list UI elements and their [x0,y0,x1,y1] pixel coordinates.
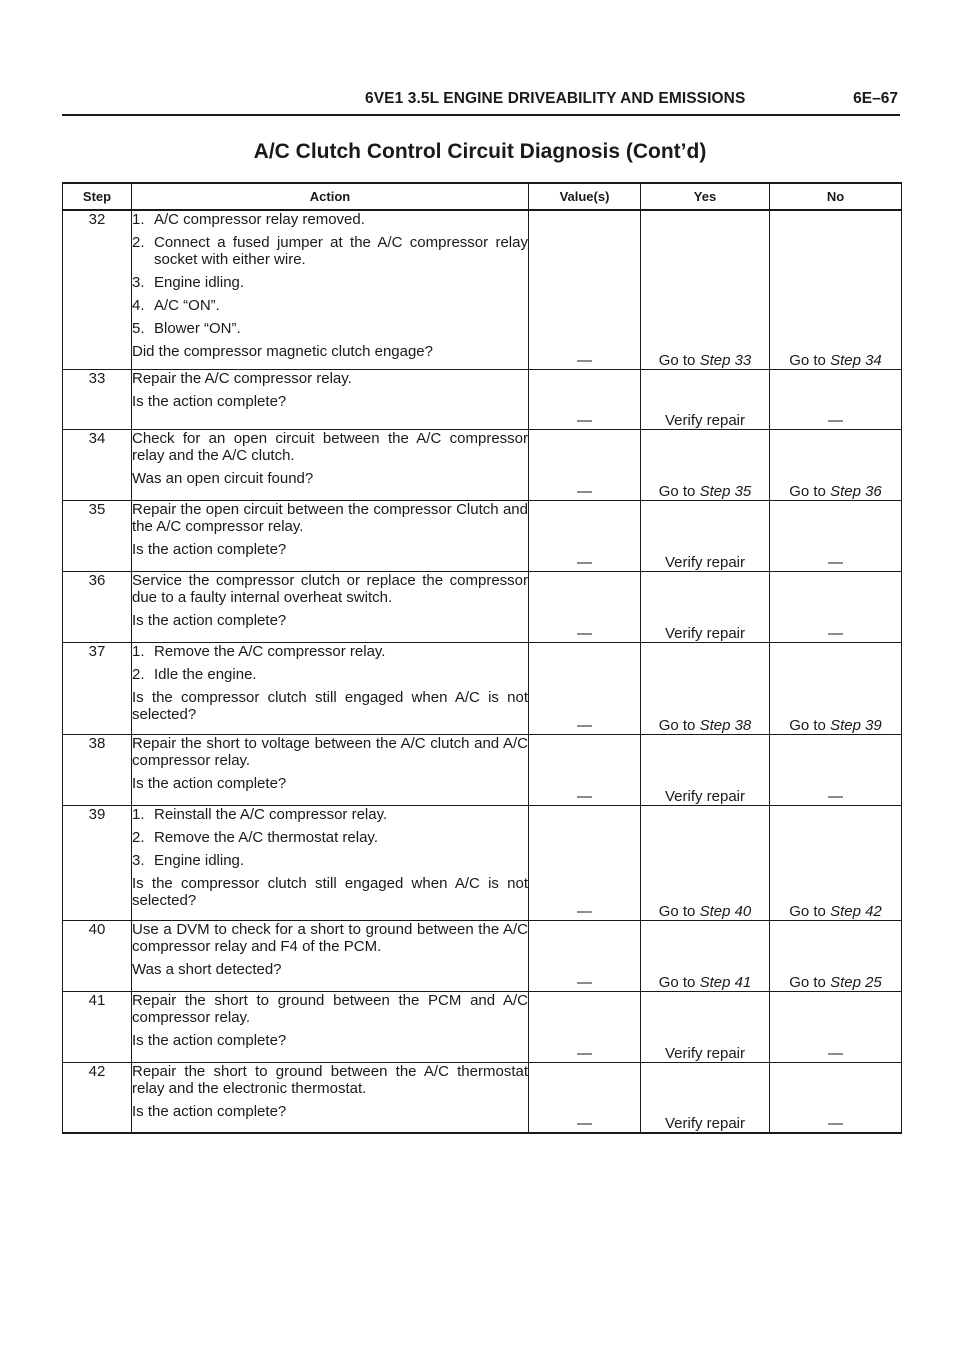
yes-cell: Verify repair [641,369,770,429]
yes-cell [641,642,770,734]
action-text: Check for an open circuit between the A/C compressor relay and the A/C clutch. [132,429,528,464]
value-cell: — [529,920,641,991]
no-cell: — [770,991,902,1062]
instruction-number: 3. [132,274,145,291]
step-reference: Step 40 [699,902,752,920]
action-text: Is the action complete? [132,611,287,629]
action-cell [132,571,529,642]
no-cell [770,642,902,734]
table-row [63,734,902,805]
column-header-no: No [770,183,902,210]
goto-prefix: Go to [658,973,696,991]
column-header-yes: Yes [641,183,770,210]
action-text: Is the action complete? [132,540,287,558]
action-text: Repair the short to ground between the PCM and A/C compressor relay. [132,991,528,1026]
value-cell: — [529,369,641,429]
diagnosis-table [62,182,902,1134]
table-row [63,991,902,1062]
column-header-values: Value(s) [529,183,641,210]
no-cell: — [770,734,902,805]
goto-prefix: Go to [789,716,826,734]
step-number: 39 [63,805,132,920]
yes-cell: Verify repair [641,500,770,571]
goto-prefix: Go to [789,973,826,991]
numbered-instruction [132,643,528,660]
no-cell [770,920,902,991]
step-reference: Step 39 [830,716,882,734]
instruction-number: 2. [132,665,145,683]
instruction-text: Reinstall the A/C compressor relay. [154,805,388,823]
yes-cell [641,429,770,500]
goto-prefix: Go to [658,902,696,920]
step-number: 35 [63,500,132,571]
step-number: 40 [63,920,132,991]
instruction-text: Remove the A/C thermostat relay. [154,828,378,846]
step-number: 41 [63,991,132,1062]
page-header [62,84,900,116]
instruction-text: Remove the A/C compressor relay. [154,642,386,660]
step-reference: Step 41 [699,973,752,991]
table-row [63,369,902,429]
step-number: 34 [63,429,132,500]
step-number: 42 [63,1062,132,1133]
table-row [63,429,902,500]
step-number: 33 [63,369,132,429]
instruction-number: 3. [132,851,145,869]
numbered-instruction [132,852,528,869]
numbered-instruction [132,297,528,314]
action-text: Repair the short to ground between the A/C thermostat relay and the electronic thermostat. [132,1062,528,1097]
action-text: Was an open circuit found? [132,469,314,487]
instruction-text: Engine idling. [154,851,245,869]
value-cell: — [529,1062,641,1133]
action-cell [132,210,529,369]
column-header-step: Step [63,183,132,210]
column-header-action: Action [132,183,529,210]
goto-prefix: Go to [789,902,826,920]
action-cell [132,369,529,429]
instruction-text: A/C “ON”. [154,297,220,314]
table-row [63,920,902,991]
table-row [63,571,902,642]
yes-cell [641,805,770,920]
table-row [63,1062,902,1133]
yes-cell [641,920,770,991]
step-reference: Step 34 [830,351,882,369]
yes-cell: Verify repair [641,571,770,642]
action-text: Is the compressor clutch still engaged when A/C is not selected? [132,688,528,723]
no-cell [770,429,902,500]
numbered-instruction [132,829,528,846]
action-text: Service the compressor clutch or replace the compressor due to a faulty internal overheat switch. [132,571,528,606]
no-cell: — [770,571,902,642]
table-row [63,642,902,734]
action-text: Did the compressor magnetic clutch engage? [132,343,433,360]
step-reference: Step 35 [699,482,752,500]
step-number: 38 [63,734,132,805]
no-cell [770,805,902,920]
action-cell [132,1062,529,1133]
step-number: 37 [63,642,132,734]
goto-prefix: Go to [658,482,696,500]
step-reference: Step 36 [830,482,882,500]
page-title: A/C Clutch Control Circuit Diagnosis (Cont’d) [253,140,707,163]
action-text: Is the action complete? [132,1031,287,1049]
value-cell: — [529,805,641,920]
action-text: Is the action complete? [132,1102,287,1120]
value-cell: — [529,571,641,642]
no-cell: — [770,1062,902,1133]
no-cell [770,210,902,369]
action-cell [132,920,529,991]
numbered-instruction [132,320,528,337]
table-row [63,805,902,920]
action-text: Repair the A/C compressor relay. [132,369,352,387]
value-cell: — [529,500,641,571]
action-cell [132,734,529,805]
goto-prefix: Go to [658,716,696,734]
section-title: 6VE1 3.5L ENGINE DRIVEABILITY AND EMISSIONS [365,90,746,107]
no-cell: — [770,500,902,571]
numbered-instruction [132,806,528,823]
step-reference: Step 38 [699,716,752,734]
instruction-text: Idle the engine. [154,665,257,683]
goto-prefix: Go to [789,482,826,500]
numbered-instruction [132,211,528,228]
value-cell: — [529,210,641,369]
action-text: Is the action complete? [132,774,287,792]
yes-cell: Verify repair [641,1062,770,1133]
goto-prefix: Go to [789,351,826,369]
step-reference: Step 42 [830,902,882,920]
step-number: 36 [63,571,132,642]
value-cell: — [529,734,641,805]
action-cell [132,500,529,571]
value-cell: — [529,991,641,1062]
instruction-number: 1. [132,211,145,228]
table-body [63,210,902,1133]
instruction-text: Engine idling. [154,274,245,291]
instruction-text: Connect a fused jumper at the A/C compressor relay socket with either wire. [154,234,528,268]
yes-cell: Verify repair [641,734,770,805]
action-cell [132,991,529,1062]
instruction-number: 4. [132,297,145,314]
table-row [63,210,902,369]
numbered-instruction [132,274,528,291]
instruction-text: Blower “ON”. [154,320,241,337]
action-cell [132,642,529,734]
instruction-number: 1. [132,642,145,660]
numbered-instruction [132,666,528,683]
action-text: Is the action complete? [132,392,287,410]
action-cell [132,429,529,500]
yes-cell [641,210,770,369]
action-text: Use a DVM to check for a short to ground between the A/C compressor relay and F4 of the PCM. [132,920,528,955]
instruction-number: 1. [132,805,145,823]
step-reference: Step 33 [699,351,752,369]
table-header-row [63,183,902,210]
value-cell: — [529,429,641,500]
step-number: 32 [63,210,132,369]
instruction-text: A/C compressor relay removed. [154,211,365,228]
page-number: 6E–67 [853,90,898,107]
instruction-number: 5. [132,320,145,337]
table-row [63,500,902,571]
action-text: Was a short detected? [132,960,282,978]
action-cell [132,805,529,920]
value-cell: — [529,642,641,734]
goto-prefix: Go to [658,351,696,369]
instruction-number: 2. [132,828,145,846]
step-reference: Step 25 [830,973,882,991]
action-text: Repair the open circuit between the compressor Clutch and the A/C compressor relay. [132,500,528,535]
numbered-instruction [132,234,528,268]
action-text: Repair the short to voltage between the A/C clutch and A/C compressor relay. [132,734,528,769]
yes-cell: Verify repair [641,991,770,1062]
action-text: Is the compressor clutch still engaged when A/C is not selected? [132,874,528,909]
instruction-number: 2. [132,234,145,251]
no-cell: — [770,369,902,429]
